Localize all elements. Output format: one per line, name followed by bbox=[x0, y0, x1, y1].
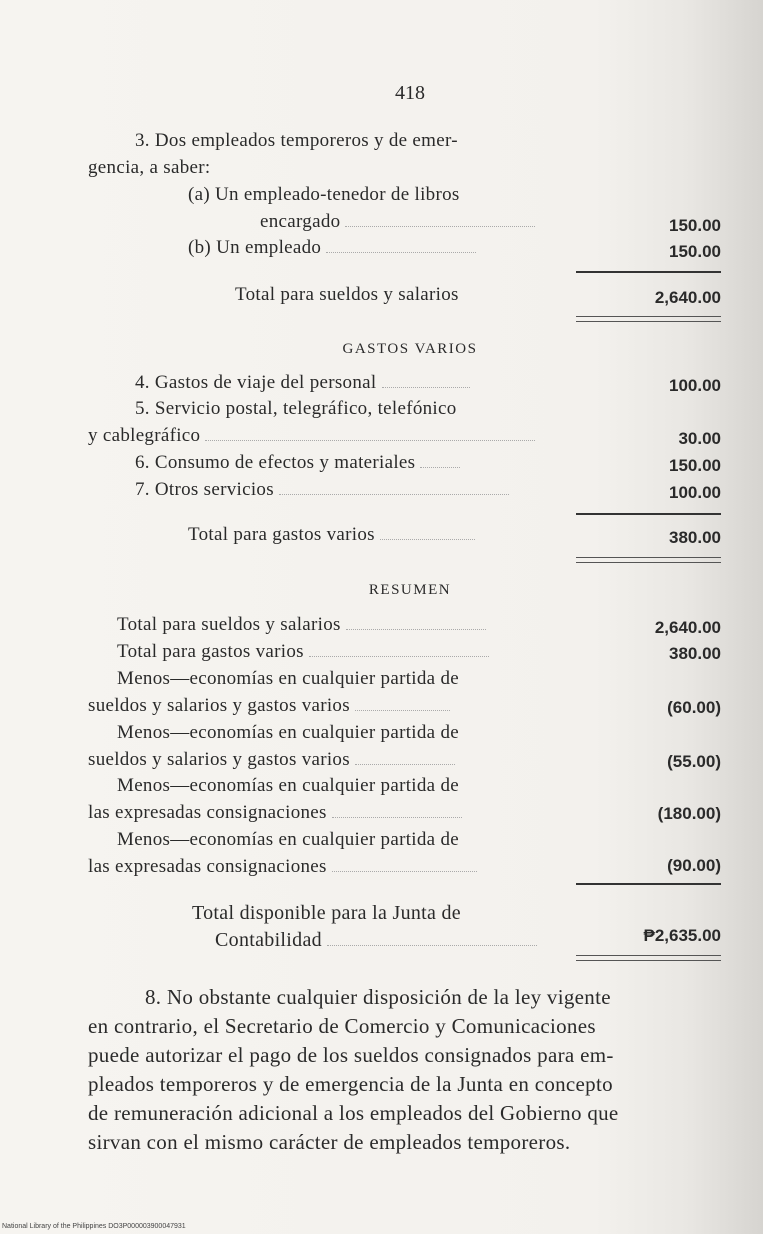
menos2-line2: sueldos y salarios y gastos varios bbox=[88, 749, 455, 771]
para8-line4: pleados temporeros y de emergencia de la Junta en concepto bbox=[88, 1072, 613, 1096]
resumen-gastos-label: Total para gastos varios bbox=[117, 641, 489, 663]
menos2-line1: Menos—economías en cualquier partida de bbox=[117, 722, 459, 743]
page-number: 418 bbox=[395, 82, 425, 104]
menos1-line1: Menos—economías en cualquier partida de bbox=[117, 668, 459, 689]
menos4-line1: Menos—economías en cualquier partida de bbox=[117, 829, 459, 850]
item4-label: 4. Gastos de viaje del personal bbox=[135, 372, 470, 394]
resumen-heading: RESUMEN bbox=[368, 582, 452, 598]
footer-credit: National Library of the Philippines DO3P000003900047931 bbox=[2, 1223, 186, 1230]
resumen-sueldos-amount: 2,640.00 bbox=[654, 618, 721, 637]
item5-line2: y cablegráfico bbox=[88, 425, 535, 447]
total-gastos-amount: 380.00 bbox=[669, 528, 721, 547]
gastos-subtotal-rule bbox=[576, 513, 721, 515]
menos4-line2: las expresadas consignaciones bbox=[88, 856, 477, 878]
para8-line5: de remuneración adicional a los empleados del Gobierno que bbox=[88, 1101, 619, 1125]
total-disponible-line1: Total disponible para la Junta de bbox=[192, 902, 461, 924]
item3b-amount: 150.00 bbox=[669, 242, 721, 261]
gastos-varios-heading: GASTOS VARIOS bbox=[342, 341, 478, 357]
total-disponible-amount: ₱2,635.00 bbox=[643, 926, 721, 945]
menos2-amount: (55.00) bbox=[667, 752, 721, 771]
gastos-double-rule bbox=[576, 557, 721, 563]
menos1-line2: sueldos y salarios y gastos varios bbox=[88, 695, 450, 717]
total-sueldos-label: Total para sueldos y salarios bbox=[235, 284, 459, 305]
para8-line2: en contrario, el Secretario de Comercio y Comunicaciones bbox=[88, 1014, 596, 1038]
resumen-double-rule bbox=[576, 955, 721, 961]
para8-line1: 8. No obstante cualquier disposición de la ley vigente bbox=[145, 985, 611, 1009]
para8-line6: sirvan con el mismo carácter de empleados temporeros. bbox=[88, 1130, 571, 1154]
item3a-line2: encargado bbox=[260, 211, 535, 233]
item3a-amount: 150.00 bbox=[669, 216, 721, 235]
item6-amount: 150.00 bbox=[669, 456, 721, 475]
subtotal-rule bbox=[576, 271, 721, 273]
total-disponible-line2: Contabilidad bbox=[215, 929, 537, 952]
menos3-line1: Menos—economías en cualquier partida de bbox=[117, 775, 459, 796]
para8-line3: puede autorizar el pago de los sueldos consignados para em- bbox=[88, 1043, 614, 1067]
item7-amount: 100.00 bbox=[669, 483, 721, 502]
item6-label: 6. Consumo de efectos y materiales bbox=[135, 452, 460, 474]
menos4-amount: (90.00) bbox=[667, 856, 721, 875]
resumen-subtotal-rule bbox=[576, 883, 721, 885]
total-double-rule bbox=[576, 316, 721, 322]
item5-amount: 30.00 bbox=[678, 429, 721, 448]
item3b-line: (b) Un empleado bbox=[188, 237, 476, 259]
total-gastos-label: Total para gastos varios bbox=[188, 524, 475, 546]
item7-label: 7. Otros servicios bbox=[135, 479, 509, 501]
item5-line1: 5. Servicio postal, telegráfico, telefónico bbox=[135, 398, 457, 419]
item4-amount: 100.00 bbox=[669, 376, 721, 395]
menos3-amount: (180.00) bbox=[657, 804, 721, 823]
item3-line2: gencia, a saber: bbox=[88, 157, 211, 178]
item3-line1: 3. Dos empleados temporeros y de emer- bbox=[135, 130, 458, 151]
total-sueldos-amount: 2,640.00 bbox=[654, 288, 721, 307]
item3a-line1: (a) Un empleado-tenedor de libros bbox=[188, 184, 460, 205]
menos1-amount: (60.00) bbox=[667, 698, 721, 717]
resumen-gastos-amount: 380.00 bbox=[669, 644, 721, 663]
resumen-sueldos-label: Total para sueldos y salarios bbox=[117, 614, 486, 636]
menos3-line2: las expresadas consignaciones bbox=[88, 802, 462, 824]
